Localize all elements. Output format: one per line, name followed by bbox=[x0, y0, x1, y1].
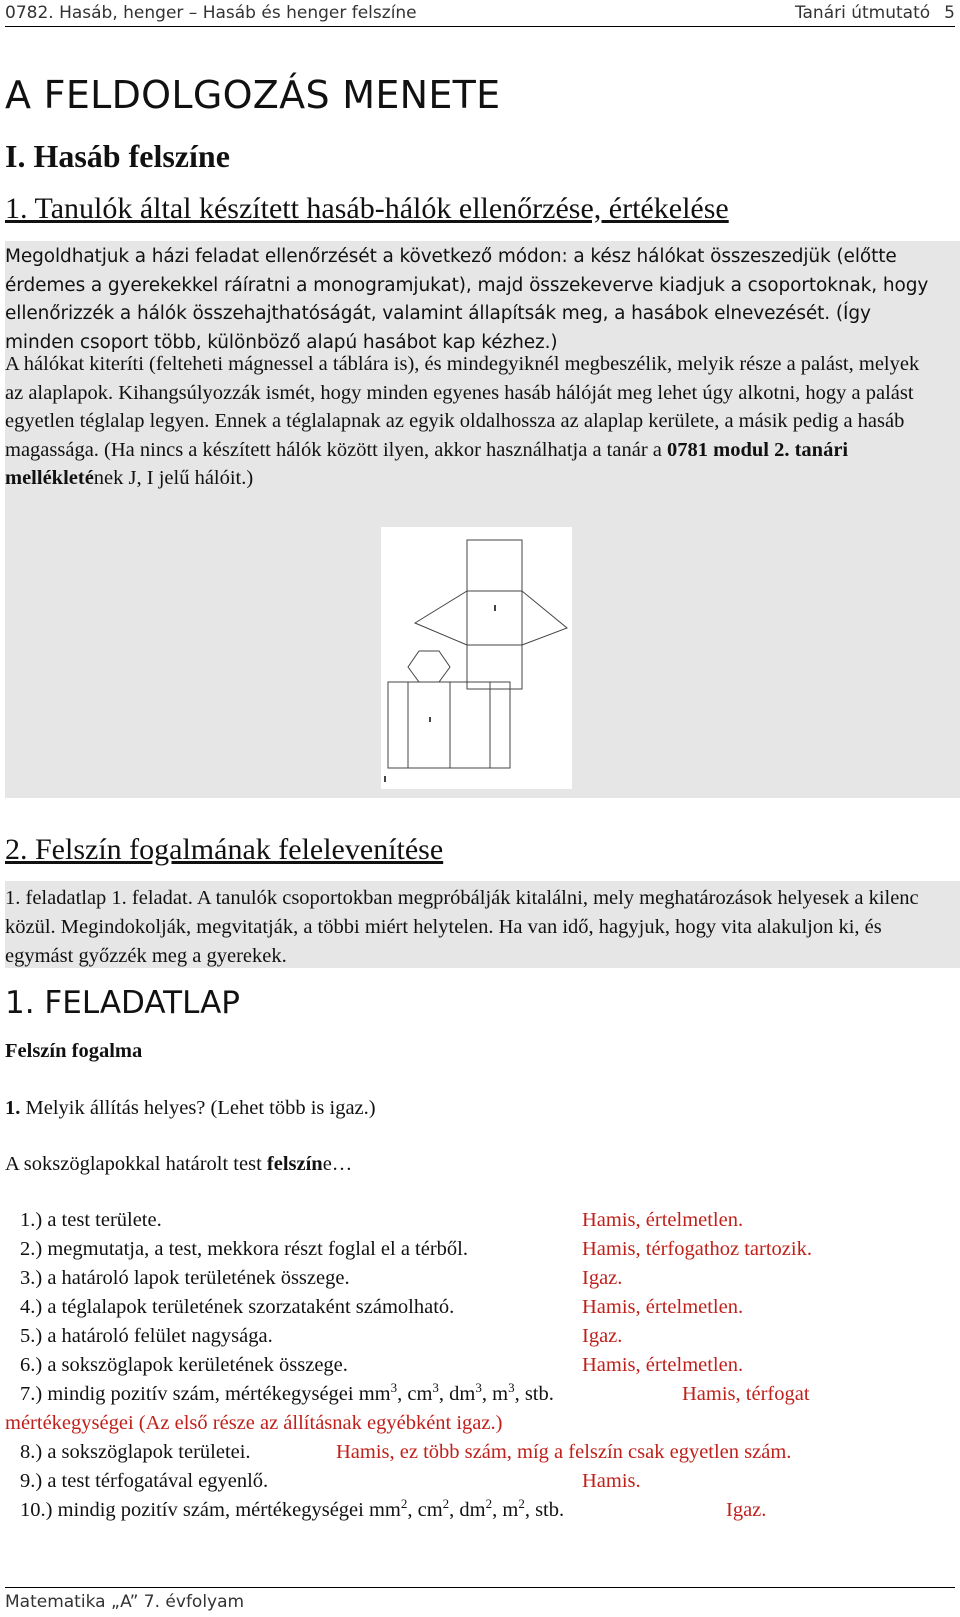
list-item bbox=[20, 1354, 348, 1382]
item-answer: Igaz. bbox=[582, 1325, 623, 1347]
item-answer: Hamis, értelmetlen. bbox=[582, 1209, 744, 1231]
header-label: Tanári útmutató bbox=[794, 3, 931, 23]
exponent: 2 bbox=[518, 1496, 525, 1512]
list-item bbox=[20, 1296, 454, 1324]
header-right bbox=[795, 3, 955, 23]
item-10-statement: 10.) mindig pozitív szám, mértékegységei mm bbox=[20, 1499, 401, 1521]
unit: , dm bbox=[449, 1499, 486, 1521]
item-7-answer-a: Hamis, térfogat bbox=[682, 1383, 810, 1405]
unit-suffix: , stb. bbox=[514, 1383, 554, 1405]
item-answer: Igaz. bbox=[582, 1267, 623, 1289]
header-left: 0782. Hasáb, henger – Hasáb és henger felszíne bbox=[5, 3, 417, 23]
question-stem bbox=[5, 1153, 352, 1176]
exponent: 2 bbox=[400, 1496, 408, 1512]
stem-tail: e… bbox=[322, 1153, 353, 1175]
prism-net-figure bbox=[381, 527, 572, 789]
list-item-8: 8.) a sokszöglapok területei. bbox=[20, 1441, 251, 1463]
unit: , cm bbox=[397, 1383, 433, 1405]
unit: , m bbox=[492, 1499, 519, 1521]
item-answer: Hamis, térfogathoz tartozik. bbox=[582, 1238, 812, 1260]
page-title: A FELDOLGOZÁS MENETE bbox=[5, 73, 501, 117]
unit: , m bbox=[481, 1383, 509, 1405]
prism-net-drawing bbox=[381, 527, 572, 789]
unit: , dm bbox=[438, 1383, 476, 1405]
item-8-answer: Hamis, ez több szám, míg a felszín csak egyetlen szám. bbox=[336, 1441, 792, 1463]
page-number: 5 bbox=[944, 3, 955, 23]
stem-bold: felszín bbox=[266, 1153, 323, 1175]
question-number: 1. bbox=[5, 1097, 21, 1119]
item-statement: 5.) a határoló felület nagysága. bbox=[20, 1325, 273, 1347]
item-statement: 3.) a határoló lapok területének összege. bbox=[20, 1267, 350, 1289]
unit: , cm bbox=[407, 1499, 443, 1521]
subsection-title-1: 1. Tanulók által készített hasáb-hálók ellenőrzése, értékelése bbox=[5, 192, 729, 225]
worksheet-subtitle: Felszín fogalma bbox=[5, 1040, 143, 1062]
page-header bbox=[5, 0, 955, 27]
item-answer: Hamis, értelmetlen. bbox=[582, 1354, 744, 1376]
item-answer: Hamis, értelmetlen. bbox=[582, 1296, 744, 1318]
item-statement: 2.) megmutatja, a test, mekkora részt foglal el a térből. bbox=[20, 1238, 468, 1260]
exponent: 2 bbox=[485, 1496, 493, 1512]
paragraph-2-text-b: nek J, I jelű hálóit.) bbox=[93, 467, 254, 490]
exponent: 3 bbox=[390, 1380, 398, 1396]
paragraph-2-text-a: A hálókat kiteríti (felteheti mágnessel a táblára is), és mindegyiknél megbeszélik, melyik része a palást, melyek az alaplapok. Kihangsúlyozzák ismét, hogy minden egyenes hasáb hálóját meg lehet úgy alkotni, hogy a palást egyetlen téglalap legyen. Ennek a téglalapnak az egyik oldalhossza az alaplap kerülete, a másik pedig a hasáb magassága. (Ha nincs a készített hálók között ilyen, akkor használhatja a tanár a bbox=[5, 353, 920, 461]
page-footer: Matematika „A” 7. évfolyam bbox=[5, 1587, 955, 1612]
question bbox=[5, 1097, 376, 1120]
list-item-9: 9.) a test térfogatával egyenlő. bbox=[20, 1470, 269, 1492]
subsection-title-2: 2. Felszín fogalmának felelevenítése bbox=[5, 833, 444, 866]
unit-suffix: , stb. bbox=[524, 1499, 565, 1521]
paragraph-3: 1. feladatlap 1. feladat. A tanulók csoportokban megpróbálják kitalálni, mely meghatározások helyesek a kilenc közül. Megindokolják, megvitatják, a többi miért helytelen. Ha van idő, hagyjuk, hogy vita alakuljon ki, és egymást győzzék meg a gyerekek. bbox=[5, 887, 919, 967]
list-item bbox=[20, 1209, 162, 1237]
list-item bbox=[20, 1325, 273, 1353]
paragraph-2 bbox=[5, 350, 940, 493]
list-item bbox=[20, 1267, 350, 1295]
list-item-7 bbox=[20, 1380, 554, 1411]
item-7-answer-b: mértékegységei (Az első része az állításnak egyébként igaz.) bbox=[5, 1412, 503, 1434]
exponent: 3 bbox=[475, 1380, 482, 1396]
exponent: 2 bbox=[442, 1496, 450, 1512]
list-item-10 bbox=[20, 1496, 565, 1527]
worksheet-title: 1. FELADATLAP bbox=[5, 985, 240, 1021]
list-item bbox=[20, 1238, 468, 1266]
question-text: Melyik állítás helyes? (Lehet több is igaz.) bbox=[20, 1097, 376, 1119]
exponent: 3 bbox=[508, 1380, 515, 1396]
item-statement: 1.) a test területe. bbox=[20, 1209, 162, 1231]
exponent: 3 bbox=[432, 1380, 439, 1396]
paragraph-1: Megoldhatjuk a házi feladat ellenőrzését a következő módon: a kész hálókat összeszedjük (előtte érdemes a gyerekekkel ráíratni a monogramjukat), majd összekeverve kiadjuk a csoportoknak, hogy ellenőrizzék a hálók összehajthatóságát, valamint állapítsák meg, a hasábok elnevezését. (Így minden csoport több, különböző alapú hasábot kap kézhez.) bbox=[5, 246, 929, 353]
item-7-statement: 7.) mindig pozitív szám, mértékegységei mm bbox=[20, 1383, 391, 1405]
item-10-answer: Igaz. bbox=[726, 1499, 767, 1521]
stem-text: A sokszöglapokkal határolt test bbox=[5, 1153, 267, 1175]
item-9-answer: Hamis. bbox=[582, 1470, 641, 1492]
section-title: I. Hasáb felszíne bbox=[5, 138, 230, 174]
paragraph-2-bold: 0781 modul 2. tanári mellékleté bbox=[5, 438, 849, 490]
item-statement: 4.) a téglalapok területének szorzataként számolható. bbox=[20, 1296, 455, 1318]
item-statement: 6.) a sokszöglapok kerületének összege. bbox=[20, 1354, 348, 1376]
